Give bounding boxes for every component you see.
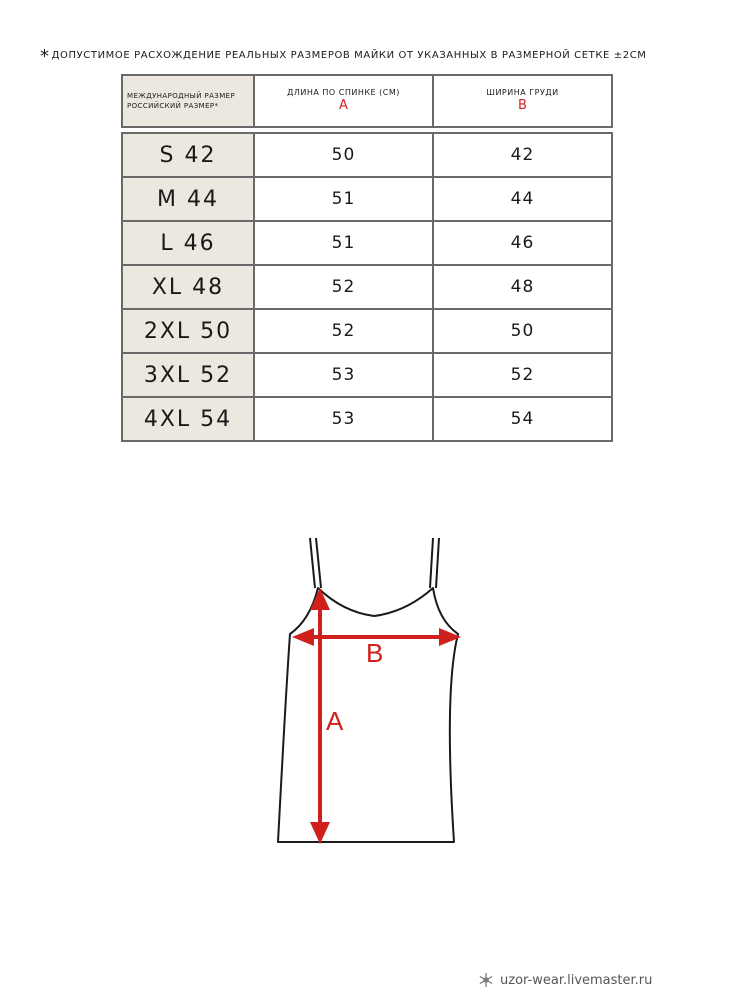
- width-cell: 54: [433, 397, 612, 441]
- table-row: [122, 177, 612, 221]
- length-cell: 50: [254, 133, 433, 177]
- table-row: [122, 133, 612, 177]
- table-row: [122, 353, 612, 397]
- width-cell: 52: [433, 353, 612, 397]
- size-cell: 4XL 54: [122, 397, 254, 441]
- table-row: [122, 309, 612, 353]
- size-table: [121, 132, 613, 442]
- header-size-cell: [122, 75, 254, 127]
- header-ru-size-label: РОССИЙСКИЙ РАЗМЕР*: [127, 102, 219, 110]
- header-width-label: ШИРИНА ГРУДИ: [486, 88, 559, 97]
- header-width-cell: [433, 75, 612, 127]
- camisole-outline: [278, 538, 458, 842]
- size-cell: XL 48: [122, 265, 254, 309]
- header-width-letter: B: [518, 98, 527, 113]
- width-cell: 48: [433, 265, 612, 309]
- size-cell: S 42: [122, 133, 254, 177]
- width-cell: 42: [433, 133, 612, 177]
- site-footer: [478, 972, 652, 988]
- length-cell: 52: [254, 265, 433, 309]
- size-cell: M 44: [122, 177, 254, 221]
- width-cell: 44: [433, 177, 612, 221]
- table-row: [122, 265, 612, 309]
- tolerance-note-text: ДОПУСТИМОЕ РАСХОЖДЕНИЕ РЕАЛЬНЫХ РАЗМЕРОВ МАЙКИ ОТ УКАЗАННЫХ В РАЗМЕРНОЙ СЕТКЕ ±2СМ: [51, 50, 647, 61]
- header-intl-size-label: МЕЖДУНАРОДНЫЙ РАЗМЕР: [127, 92, 236, 100]
- size-cell: 2XL 50: [122, 309, 254, 353]
- table-row: [122, 221, 612, 265]
- tolerance-note: [40, 42, 720, 67]
- label-a: A: [326, 706, 344, 736]
- table-row: [122, 397, 612, 441]
- length-cell: 51: [254, 177, 433, 221]
- length-cell: 53: [254, 397, 433, 441]
- width-cell: 46: [433, 221, 612, 265]
- length-cell: 52: [254, 309, 433, 353]
- header-length-cell: [254, 75, 433, 127]
- snowflake-logo-icon: [478, 972, 494, 988]
- label-b: B: [366, 638, 384, 668]
- header-length-letter: A: [339, 98, 348, 113]
- length-cell: 53: [254, 353, 433, 397]
- length-cell: 51: [254, 221, 433, 265]
- header-length-label: ДЛИНА ПО СПИНКЕ (СМ): [287, 88, 400, 97]
- site-url: uzor-wear.livemaster.ru: [500, 972, 653, 988]
- size-cell: 3XL 52: [122, 353, 254, 397]
- size-cell: L 46: [122, 221, 254, 265]
- size-table-header: [121, 74, 613, 128]
- camisole-measurement-diagram: [258, 520, 478, 860]
- width-cell: 50: [433, 309, 612, 353]
- asterisk: *: [40, 46, 50, 67]
